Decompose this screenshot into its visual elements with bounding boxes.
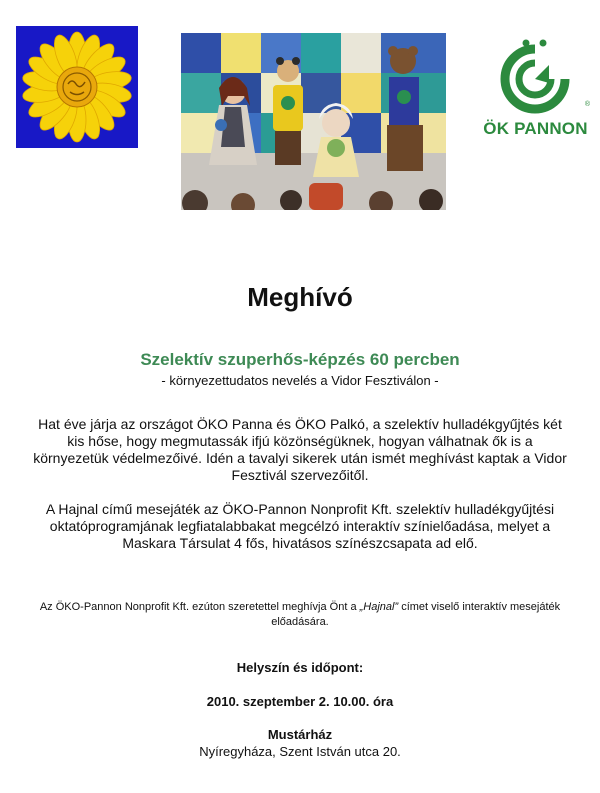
oko-pannon-logo [479,33,592,146]
theatre-scene-image [181,33,446,210]
play-title: „Hajnal” [359,601,399,613]
registered-mark: ® [584,101,590,108]
theatre-photo [181,33,446,210]
event-date: 2010. szeptember 2. 10.00. óra [206,694,394,709]
page-title: Meghívó [247,282,353,312]
paragraph-intro: Hat éve járja az országot ÖKO Panna és ÖKO Palkó, a szelektív hulladékgyűjtés két kis hőse, hogy megmutassák ifjú közönségüknek, hogyan válhatnak ők is a környezetük védelmezőivé. Idén a tavalyi sikerek után ismét meghívást kaptak a Vidor Fesztivál szervezőitől. [33,416,567,483]
logo-wordmark: ÖK PANNON [483,119,588,138]
event-address: Nyíregyháza, Szent István utca 20. [199,744,401,759]
tagline: - környezettudatos nevelés a Vidor Fesztiválon - [161,373,439,388]
recycle-logo-icon [479,33,592,119]
sunflower-icon [16,26,138,148]
event-heading: Helyszín és időpont: [236,660,364,675]
invitation-text-after: címet viselő interaktív mesejáték előadására. [271,601,561,628]
paragraph-play: A Hajnal című mesejáték az ÖKO-Pannon Nonprofit Kft. szelektív hulladékgyűjtési oktatóprogramjának legfiatalabbakat megcélzó interaktív színielőadása, melyet a Maskara Társulat 4 fős, hivatásos színészcsapata ad elő. [45,501,555,551]
invitation-text-before: Az ÖKO-Pannon Nonprofit Kft. ezúton szeretettel meghívja Önt a [39,601,360,613]
invitation-text [20,600,580,630]
sunflower-image [16,26,138,148]
event-venue: Mustárház [267,727,333,742]
subtitle: Szelektív szuperhős-képzés 60 percben [140,350,460,369]
